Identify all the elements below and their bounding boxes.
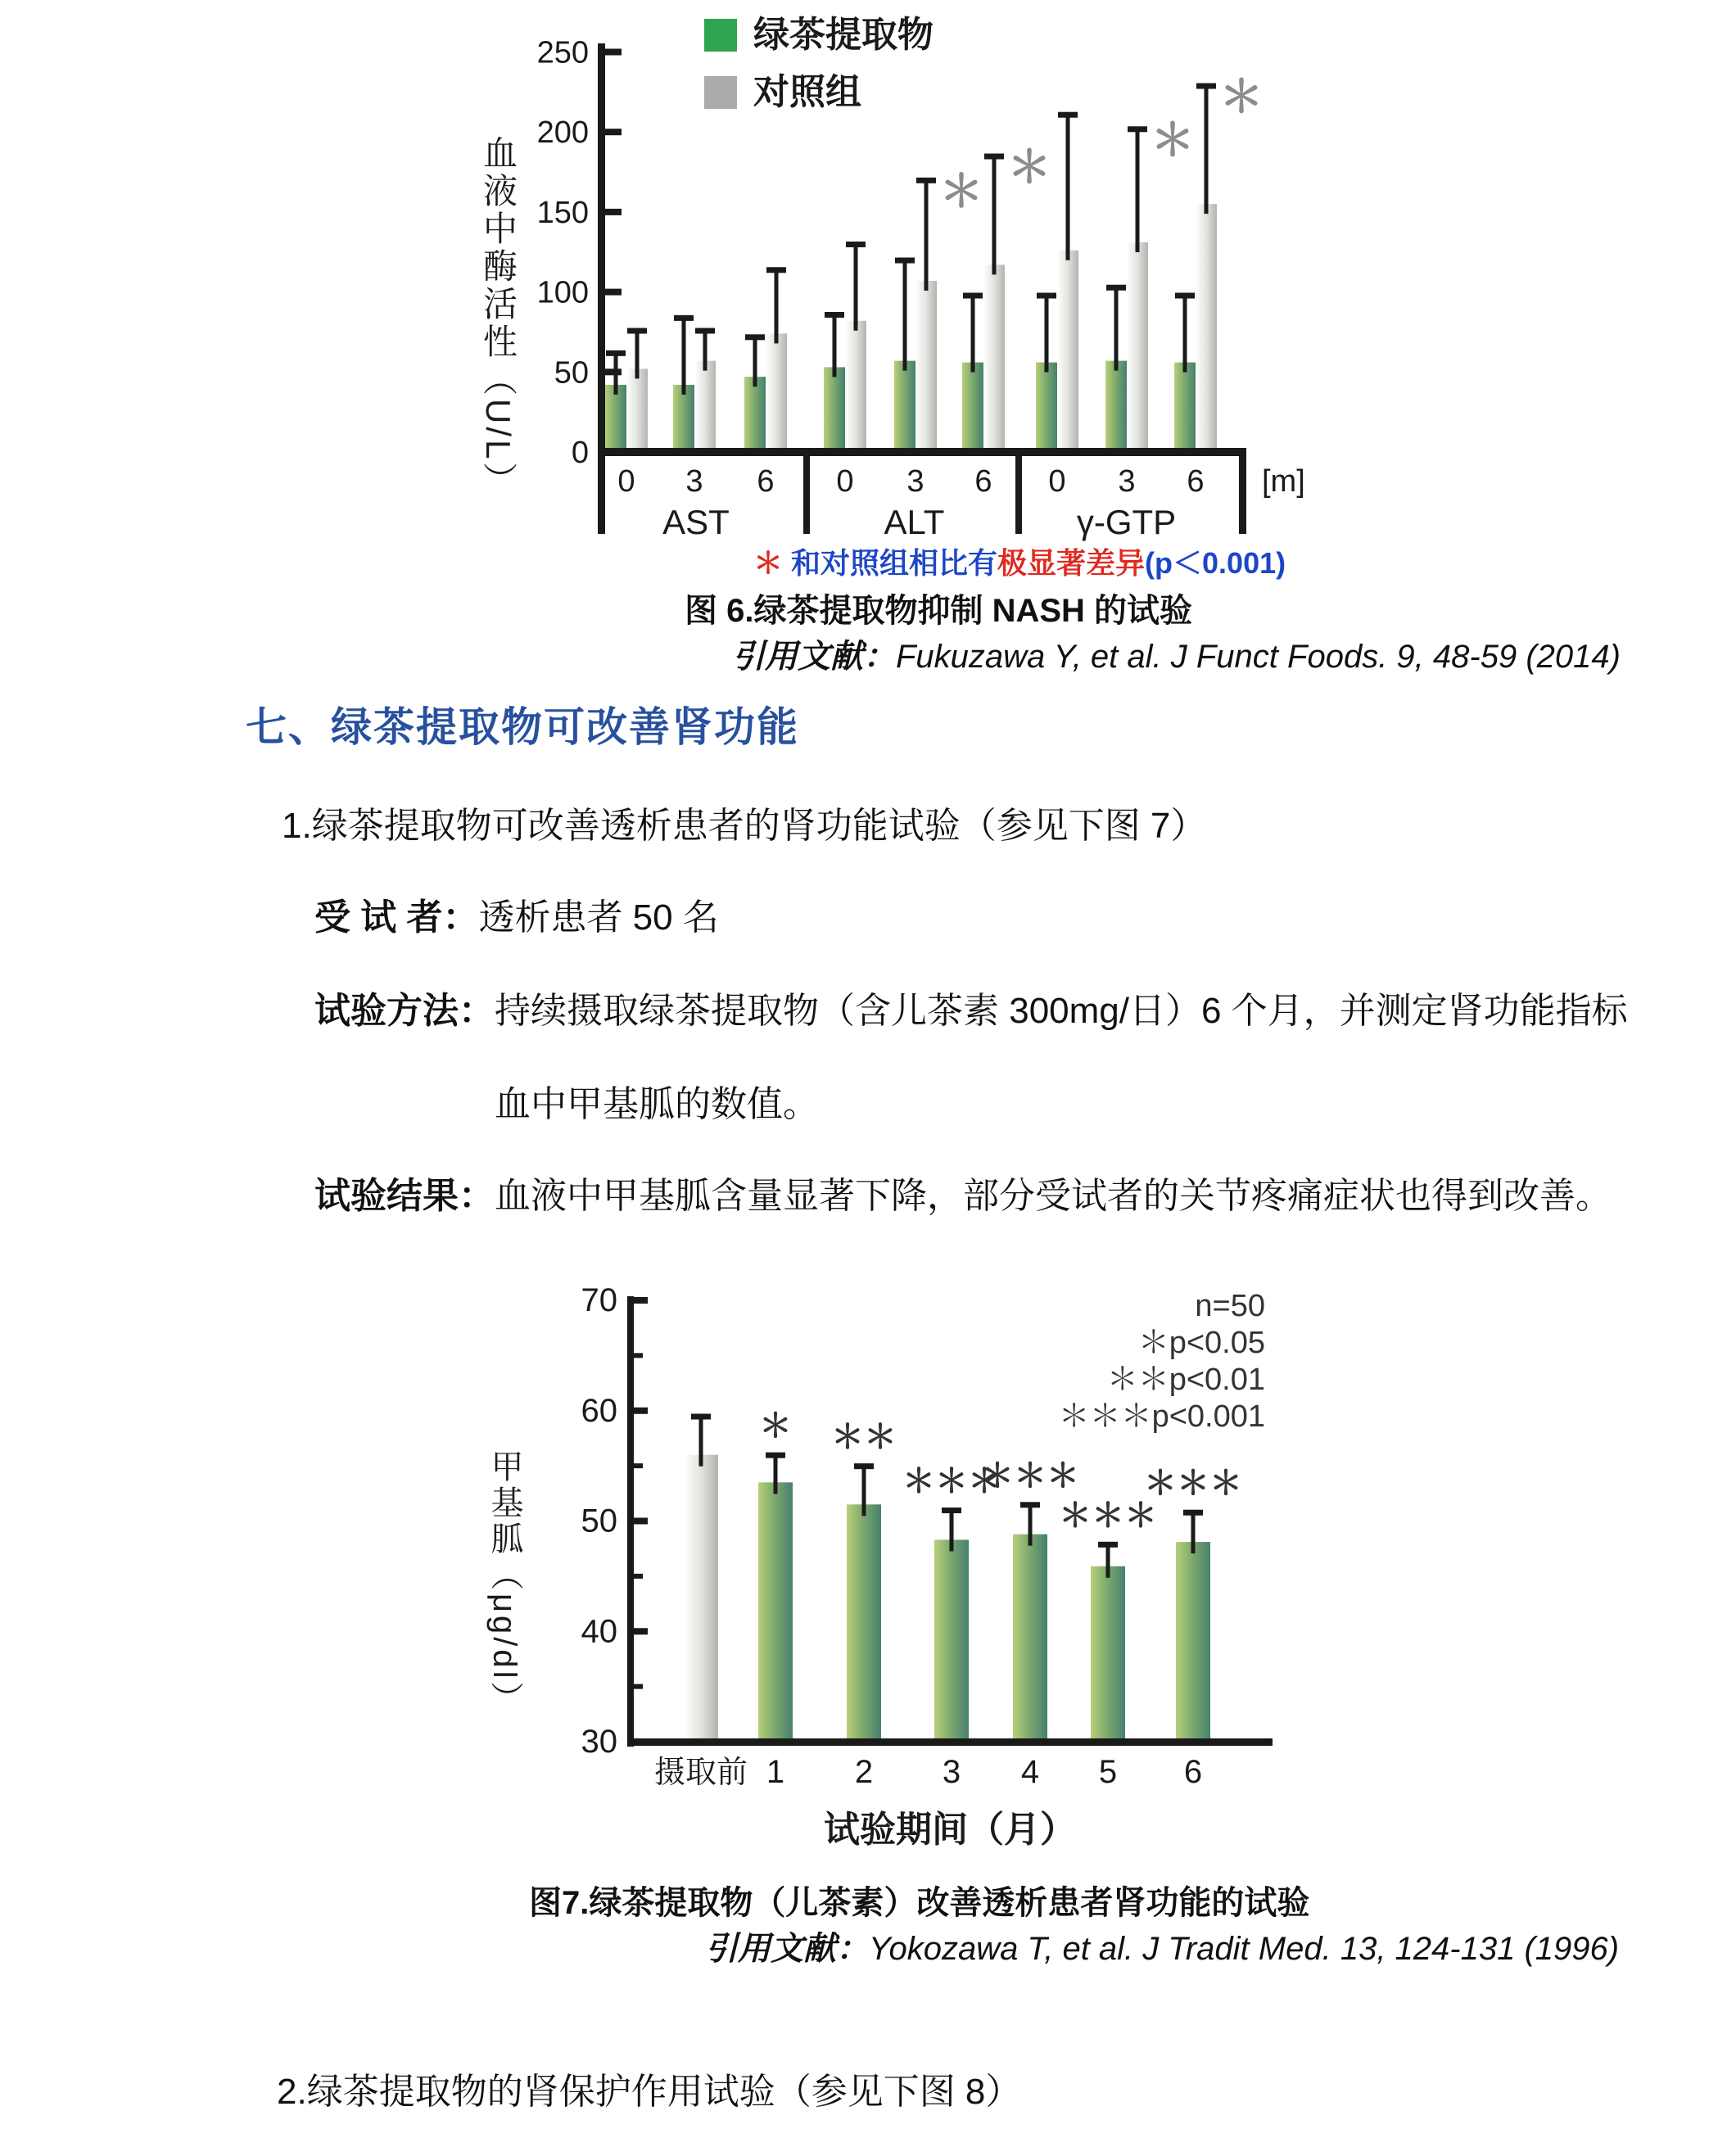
subjects-value: 透析患者 50 名 <box>478 897 719 938</box>
bar-gray <box>1127 242 1148 452</box>
annotation-3: ＊＊＊p<0.001 <box>1058 1399 1265 1434</box>
bar-gray <box>915 281 937 452</box>
y-tick-label: 150 <box>536 195 589 230</box>
y-tick-major <box>634 1738 648 1745</box>
x-tick-label: 3 <box>906 464 925 499</box>
x-tick-label: 6 <box>1183 1754 1203 1790</box>
footnote-text-3: (p＜0.001) <box>1145 546 1286 580</box>
error-bar-cap <box>1058 112 1078 118</box>
error-bar-cap <box>1106 285 1126 291</box>
bar-gray <box>1057 251 1078 452</box>
x-tick-label: 0 <box>1048 464 1066 499</box>
error-bar-cap <box>825 312 844 318</box>
error-bar <box>1028 1504 1033 1545</box>
group-separator <box>1015 452 1022 534</box>
error-bar-gray <box>1205 86 1209 215</box>
axis-end-line <box>1239 452 1246 534</box>
bar-green <box>1176 1542 1210 1742</box>
legend-swatch-gray <box>704 76 737 109</box>
significance-star: ＊ <box>939 166 983 216</box>
x-tick-label: 4 <box>1020 1754 1040 1790</box>
y-tick <box>605 209 622 215</box>
bar-green <box>934 1539 969 1742</box>
y-axis-line <box>627 1296 634 1747</box>
error-bar-green <box>833 314 837 377</box>
y-tick-major <box>634 1518 648 1525</box>
error-bar-cap <box>895 258 915 264</box>
footnote-text-2: 极显著差异 <box>997 546 1146 580</box>
method-text-1: 持续摄取绿茶提取物（含儿茶素 300mg/日）6 个月，并测定肾功能指标 <box>495 991 1628 1031</box>
y-tick-minor <box>634 1353 643 1358</box>
legend-label: 绿茶提取物 <box>753 15 934 55</box>
error-bar-cap <box>766 267 786 273</box>
y-tick-label: 250 <box>536 35 589 70</box>
significance-star: ＊ <box>1151 115 1195 165</box>
error-bar-green <box>1183 296 1187 373</box>
section-heading: 七、绿茶提取物可改善肾功能 <box>246 704 799 750</box>
method-label: 试验方法： <box>314 991 495 1031</box>
error-bar-cap <box>691 1413 711 1419</box>
error-bar <box>862 1466 866 1516</box>
error-bar-green <box>971 296 975 373</box>
figure6-bar-chart <box>459 12 1343 553</box>
citation-label: 引用文献： <box>705 1931 869 1967</box>
figure7-y-axis-label: 甲基胍（μg/dl） <box>486 1449 522 1718</box>
error-bar-green <box>1045 296 1049 373</box>
error-bar-cap <box>984 154 1004 160</box>
x-tick-label: 摄取前 <box>653 1756 748 1790</box>
bar-green <box>1105 361 1127 452</box>
y-axis-line <box>598 43 605 534</box>
result-line <box>314 1166 1612 1218</box>
citation-text: Fukuzawa Y, et al. J Funct Foods. 9, 48-59 (2014) <box>896 639 1621 675</box>
error-bar-cap <box>942 1507 961 1513</box>
figure6-chart <box>459 12 1343 553</box>
significance-star: ＊＊＊ <box>902 1463 1001 1500</box>
error-bar-gray <box>703 330 708 370</box>
legend-label: 对照组 <box>753 72 861 112</box>
figure6-y-axis-label: 血液中酶活性（U/L） <box>479 135 518 500</box>
bar-green <box>1036 363 1057 452</box>
bar-green <box>744 377 766 452</box>
error-bar-cap <box>745 334 765 340</box>
subjects-line <box>314 888 719 940</box>
x-axis-line <box>598 448 1246 456</box>
y-tick-minor <box>634 1684 643 1689</box>
subjects-label: 受 试 者： <box>314 897 479 938</box>
bar-gray <box>766 333 787 452</box>
error-bar-cap <box>1128 126 1147 132</box>
figure6-caption: 图 6.绿茶提取物抑制 NASH 的试验 <box>685 593 1193 629</box>
y-tick-label: 50 <box>581 1503 617 1539</box>
bar-gray <box>1196 204 1217 452</box>
figure6-citation <box>732 631 1621 677</box>
citation-text: Yokozawa T, et al. J Tradit Med. 13, 124-131 (1996) <box>869 1931 1620 1967</box>
bar-green <box>1013 1535 1047 1742</box>
x-unit-label: [m] <box>1262 464 1305 499</box>
footnote-star: ＊ <box>753 546 784 580</box>
x-axis-line <box>627 1738 1273 1746</box>
error-bar-cap <box>1196 84 1216 89</box>
footnote-text-1: 和对照组相比有 <box>783 546 998 580</box>
bar-green <box>847 1504 881 1742</box>
method-line-1 <box>314 981 1628 1033</box>
error-bar-gray <box>1136 129 1140 252</box>
error-bar <box>1191 1512 1196 1553</box>
annotation-1: ＊p<0.05 <box>1137 1326 1265 1360</box>
result-value: 血液中甲基胍含量显著下降，部分受试者的关节疼痛症状也得到改善。 <box>495 1176 1612 1216</box>
group-label: ALT <box>884 503 945 541</box>
error-bar-cap <box>1020 1502 1040 1507</box>
bar-green <box>962 363 983 452</box>
y-tick-major <box>634 1297 648 1304</box>
bar-gray <box>684 1455 718 1742</box>
y-tick <box>605 368 622 375</box>
error-bar-gray <box>992 156 997 275</box>
error-bar-cap <box>766 1453 785 1458</box>
bar-gray <box>626 368 648 452</box>
x-tick-label: 5 <box>1098 1754 1118 1790</box>
significance-star: ＊＊ <box>831 1419 897 1456</box>
figure7-bar-chart <box>459 1265 1343 1875</box>
figure7-caption: 图7.绿茶提取物（儿茶素）改善透析患者肾功能的试验 <box>529 1885 1310 1921</box>
x-tick-label: 3 <box>685 464 703 499</box>
annotation-0: n=50 <box>1195 1289 1265 1323</box>
error-bar <box>774 1455 778 1494</box>
error-bar-cap <box>1098 1542 1118 1548</box>
y-tick-label: 100 <box>536 275 589 310</box>
significance-star: ＊ <box>1219 72 1264 122</box>
y-tick-label: 50 <box>554 355 589 391</box>
significance-star: ＊ <box>1007 142 1051 192</box>
y-tick-major <box>634 1408 648 1414</box>
error-bar-green <box>682 318 686 395</box>
error-bar-gray <box>1066 115 1070 260</box>
y-tick-label: 200 <box>536 115 589 151</box>
x-tick-label: 6 <box>757 464 775 499</box>
x-tick-label: 3 <box>942 1754 961 1790</box>
error-bar-gray <box>854 244 858 331</box>
x-tick-label: 6 <box>1187 464 1205 499</box>
group-label: γ-GTP <box>1076 503 1177 541</box>
error-bar-cap <box>695 328 715 333</box>
significance-star: ＊ <box>759 1408 792 1444</box>
error-bar-cap <box>846 242 866 247</box>
bar-green <box>605 385 626 452</box>
error-bar-cap <box>674 315 694 321</box>
x-tick-label: 0 <box>836 464 854 499</box>
figure7-citation <box>705 1923 1619 1969</box>
item-2: 2.绿茶提取物的肾保护作用试验（参见下图 8） <box>277 2072 1022 2112</box>
y-tick <box>605 129 622 135</box>
x-tick-label: 0 <box>617 464 635 499</box>
error-bar <box>699 1416 703 1466</box>
error-bar-gray <box>925 180 929 291</box>
legend-swatch-green <box>704 19 737 52</box>
error-bar-gray <box>635 330 640 378</box>
bar-gray <box>694 361 716 452</box>
y-tick-label: 0 <box>571 436 589 470</box>
y-tick-label: 60 <box>581 1392 617 1429</box>
error-bar-cap <box>627 328 647 333</box>
bar-gray <box>983 264 1005 452</box>
x-tick-label: 2 <box>854 1754 874 1790</box>
error-bar-cap <box>854 1463 874 1469</box>
figure6-footnote <box>753 540 1286 582</box>
x-axis-title: 试验期间（月） <box>824 1810 1076 1850</box>
y-tick <box>605 49 622 56</box>
figure7-chart <box>459 1265 1343 1875</box>
citation-label: 引用文献： <box>732 639 896 675</box>
annotation-2: ＊＊p<0.01 <box>1106 1363 1265 1397</box>
significance-star: ＊＊＊ <box>981 1458 1079 1494</box>
y-tick-label: 40 <box>581 1613 617 1650</box>
significance-star: ＊＊＊ <box>1059 1497 1157 1534</box>
bar-green <box>1174 363 1196 452</box>
item-1: 1.绿茶提取物可改善透析患者的肾功能试验（参见下图 7） <box>282 806 1207 846</box>
bar-green <box>758 1482 793 1742</box>
error-bar-cap <box>1183 1510 1203 1516</box>
group-label: AST <box>662 503 730 541</box>
y-tick <box>605 449 622 455</box>
bar-gray <box>845 321 866 452</box>
y-tick-label: 30 <box>581 1724 617 1760</box>
error-bar <box>1106 1544 1110 1578</box>
error-bar <box>950 1510 954 1551</box>
y-tick <box>605 289 622 296</box>
error-bar-cap <box>963 293 983 299</box>
y-tick-minor <box>634 1574 643 1579</box>
bar-green <box>894 361 915 452</box>
result-label: 试验结果： <box>314 1176 495 1216</box>
x-tick-label: 3 <box>1118 464 1136 499</box>
y-tick-major <box>634 1628 648 1634</box>
method-line-2: 血中甲基胍的数值。 <box>495 1084 819 1124</box>
group-separator <box>803 452 810 534</box>
y-tick-label: 70 <box>581 1282 617 1318</box>
error-bar-green <box>903 260 907 371</box>
y-tick-minor <box>634 1463 643 1468</box>
error-bar-gray <box>775 269 779 343</box>
error-bar-cap <box>606 350 626 356</box>
error-bar-green <box>753 337 757 386</box>
error-bar-cap <box>1037 293 1056 299</box>
significance-star: ＊＊＊ <box>1144 1465 1242 1502</box>
x-tick-label: 6 <box>974 464 992 499</box>
error-bar-cap <box>1175 293 1195 299</box>
bar-green <box>1091 1566 1125 1742</box>
error-bar-green <box>1114 287 1119 371</box>
error-bar-cap <box>916 178 936 183</box>
x-tick-label: 1 <box>766 1754 785 1790</box>
bar-green <box>824 367 845 452</box>
bar-green <box>673 385 694 452</box>
